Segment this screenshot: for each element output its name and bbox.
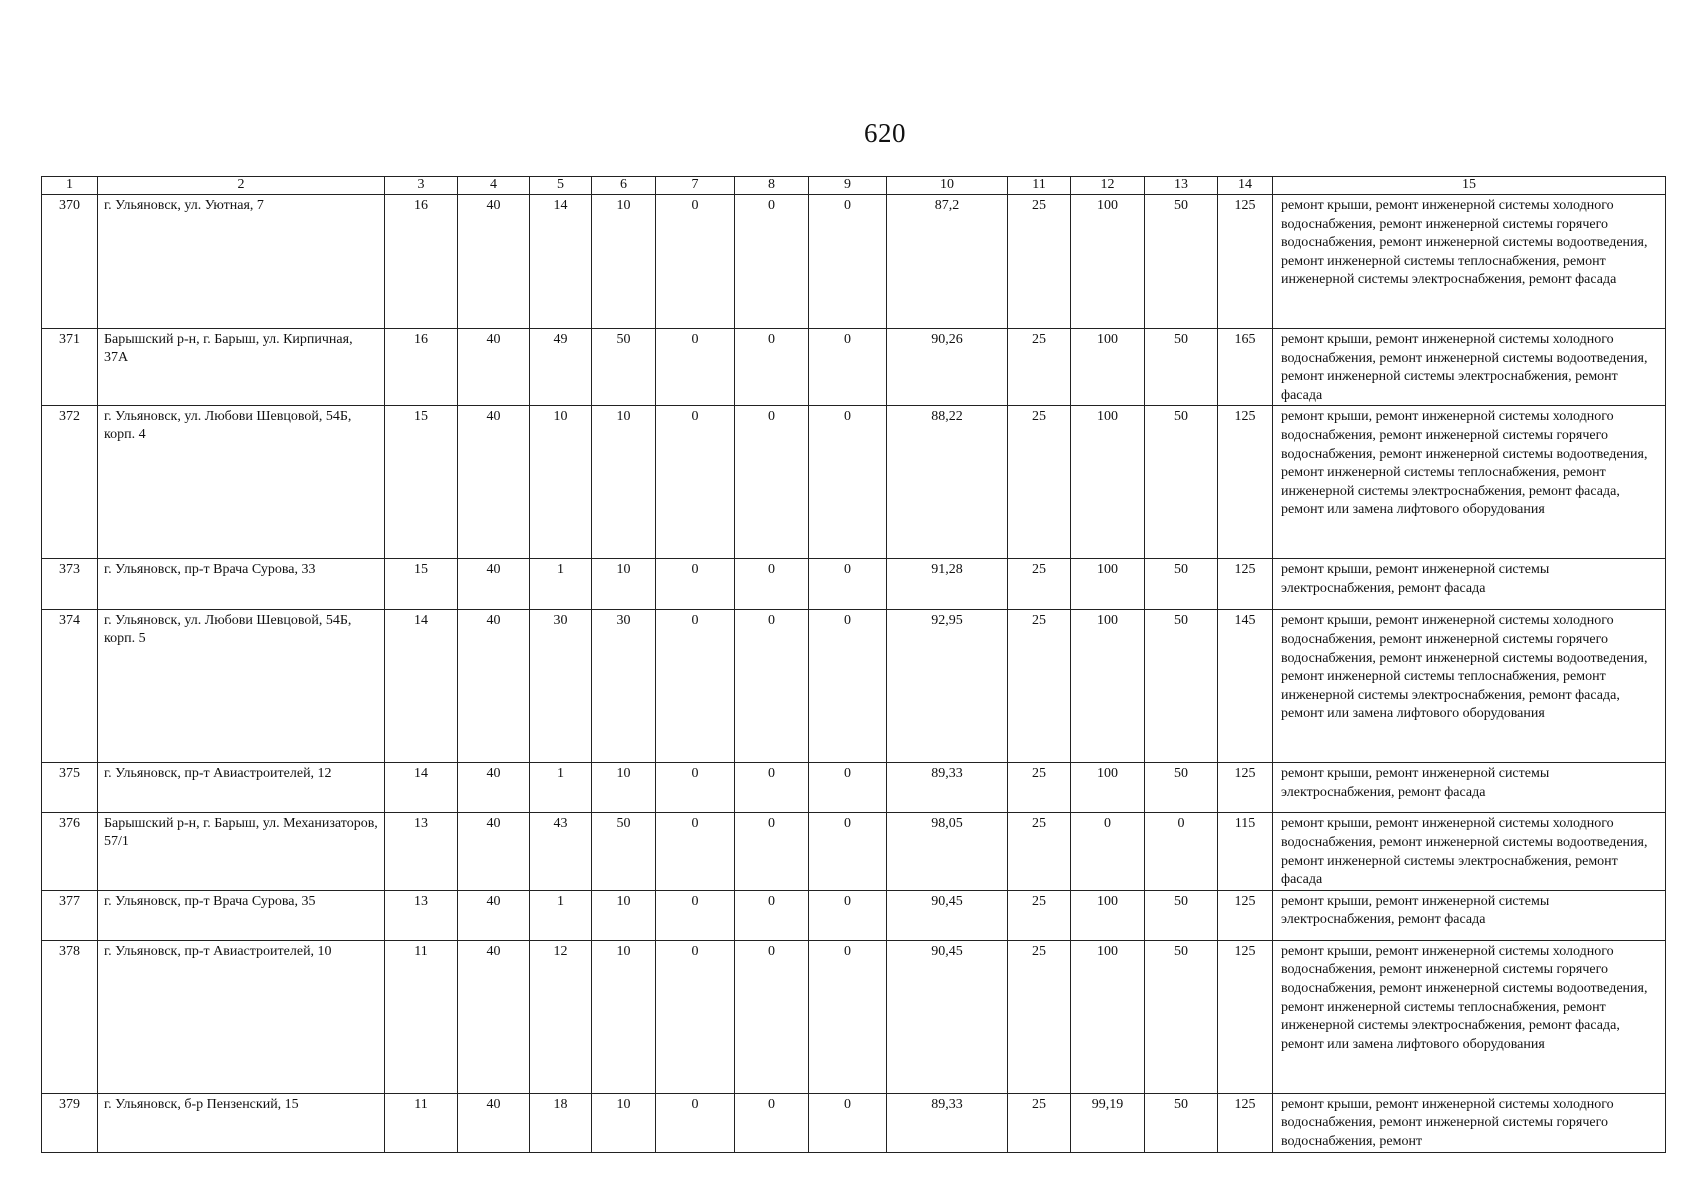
value-col-8: 0 bbox=[735, 890, 809, 940]
table-row bbox=[42, 329, 1666, 406]
value-col-3: 13 bbox=[385, 890, 458, 940]
column-header: 10 bbox=[887, 177, 1008, 195]
repair-program-table bbox=[41, 176, 1666, 1153]
value-col-12: 99,19 bbox=[1071, 1093, 1145, 1152]
repair-works-cell: ремонт крыши, ремонт инженерной системы холодного водоснабжения, ремонт инженерной системы горячего водоснабжения, ремонт инженерной системы водоотведения, ремонт инженерной системы теплоснабжения, ремонт инженерной системы электроснабжения, ремонт фасада, ремонт или замена лифтового оборудования bbox=[1273, 940, 1666, 1093]
row-number: 377 bbox=[42, 890, 98, 940]
value-col-6: 50 bbox=[592, 813, 656, 890]
column-header: 4 bbox=[458, 177, 530, 195]
address-cell: г. Ульяновск, пр-т Врача Сурова, 35 bbox=[98, 890, 385, 940]
value-col-5: 10 bbox=[530, 406, 592, 559]
repair-works-cell: ремонт крыши, ремонт инженерной системы холодного водоснабжения, ремонт инженерной системы горячего водоснабжения, ремонт инженерной системы водоотведения, ремонт инженерной системы теплоснабжения, ремонт инженерной системы электроснабжения, ремонт фасада, ремонт или замена лифтового оборудования bbox=[1273, 610, 1666, 763]
value-col-14: 125 bbox=[1218, 1093, 1273, 1152]
value-col-13: 50 bbox=[1145, 195, 1218, 329]
value-col-11: 25 bbox=[1008, 329, 1071, 406]
value-col-3: 15 bbox=[385, 406, 458, 559]
value-col-4: 40 bbox=[458, 1093, 530, 1152]
repair-works-cell: ремонт крыши, ремонт инженерной системы холодного водоснабжения, ремонт инженерной системы горячего водоснабжения, ремонт инженерной системы водоотведения, ремонт инженерной системы теплоснабжения, ремонт инженерной системы электроснабжения, ремонт фасада bbox=[1273, 195, 1666, 329]
value-col-3: 15 bbox=[385, 559, 458, 610]
value-col-5: 1 bbox=[530, 559, 592, 610]
repair-works-cell: ремонт крыши, ремонт инженерной системы холодного водоснабжения, ремонт инженерной системы водоотведения, ремонт инженерной системы электроснабжения, ремонт фасада bbox=[1273, 813, 1666, 890]
value-col-13: 50 bbox=[1145, 610, 1218, 763]
value-col-4: 40 bbox=[458, 195, 530, 329]
row-number: 379 bbox=[42, 1093, 98, 1152]
value-col-5: 1 bbox=[530, 763, 592, 813]
address-cell: г. Ульяновск, ул. Любови Шевцовой, 54Б, корп. 4 bbox=[98, 406, 385, 559]
table-row bbox=[42, 195, 1666, 329]
value-col-10: 90,45 bbox=[887, 890, 1008, 940]
value-col-8: 0 bbox=[735, 329, 809, 406]
value-col-14: 125 bbox=[1218, 890, 1273, 940]
value-col-9: 0 bbox=[809, 763, 887, 813]
value-col-3: 16 bbox=[385, 195, 458, 329]
value-col-5: 30 bbox=[530, 610, 592, 763]
table-row bbox=[42, 610, 1666, 763]
table-row bbox=[42, 559, 1666, 610]
value-col-4: 40 bbox=[458, 559, 530, 610]
value-col-14: 125 bbox=[1218, 763, 1273, 813]
value-col-12: 100 bbox=[1071, 406, 1145, 559]
address-cell: г. Ульяновск, пр-т Авиастроителей, 10 bbox=[98, 940, 385, 1093]
value-col-10: 90,45 bbox=[887, 940, 1008, 1093]
value-col-9: 0 bbox=[809, 559, 887, 610]
value-col-3: 13 bbox=[385, 813, 458, 890]
value-col-6: 10 bbox=[592, 940, 656, 1093]
column-header: 5 bbox=[530, 177, 592, 195]
value-col-12: 100 bbox=[1071, 195, 1145, 329]
value-col-14: 125 bbox=[1218, 940, 1273, 1093]
value-col-9: 0 bbox=[809, 890, 887, 940]
column-header: 1 bbox=[42, 177, 98, 195]
value-col-4: 40 bbox=[458, 329, 530, 406]
value-col-13: 50 bbox=[1145, 406, 1218, 559]
value-col-11: 25 bbox=[1008, 813, 1071, 890]
table-row bbox=[42, 1093, 1666, 1152]
address-cell: г. Ульяновск, пр-т Врача Сурова, 33 bbox=[98, 559, 385, 610]
table-body bbox=[42, 177, 1666, 1153]
value-col-13: 50 bbox=[1145, 329, 1218, 406]
value-col-4: 40 bbox=[458, 890, 530, 940]
value-col-10: 88,22 bbox=[887, 406, 1008, 559]
value-col-13: 50 bbox=[1145, 940, 1218, 1093]
value-col-6: 10 bbox=[592, 890, 656, 940]
column-header: 6 bbox=[592, 177, 656, 195]
value-col-14: 115 bbox=[1218, 813, 1273, 890]
value-col-11: 25 bbox=[1008, 890, 1071, 940]
column-header: 8 bbox=[735, 177, 809, 195]
value-col-4: 40 bbox=[458, 610, 530, 763]
row-number: 374 bbox=[42, 610, 98, 763]
value-col-6: 10 bbox=[592, 406, 656, 559]
value-col-11: 25 bbox=[1008, 940, 1071, 1093]
value-col-14: 145 bbox=[1218, 610, 1273, 763]
value-col-13: 50 bbox=[1145, 559, 1218, 610]
table-row bbox=[42, 763, 1666, 813]
value-col-7: 0 bbox=[656, 195, 735, 329]
column-header: 7 bbox=[656, 177, 735, 195]
repair-works-cell: ремонт крыши, ремонт инженерной системы электроснабжения, ремонт фасада bbox=[1273, 890, 1666, 940]
value-col-7: 0 bbox=[656, 890, 735, 940]
value-col-7: 0 bbox=[656, 610, 735, 763]
column-header: 3 bbox=[385, 177, 458, 195]
value-col-9: 0 bbox=[809, 195, 887, 329]
value-col-14: 125 bbox=[1218, 559, 1273, 610]
value-col-8: 0 bbox=[735, 813, 809, 890]
value-col-5: 43 bbox=[530, 813, 592, 890]
value-col-12: 100 bbox=[1071, 763, 1145, 813]
repair-works-cell: ремонт крыши, ремонт инженерной системы электроснабжения, ремонт фасада bbox=[1273, 559, 1666, 610]
repair-works-cell: ремонт крыши, ремонт инженерной системы холодного водоснабжения, ремонт инженерной системы горячего водоснабжения, ремонт bbox=[1273, 1093, 1666, 1152]
column-header: 14 bbox=[1218, 177, 1273, 195]
table-row bbox=[42, 890, 1666, 940]
value-col-3: 14 bbox=[385, 763, 458, 813]
row-number: 376 bbox=[42, 813, 98, 890]
column-header: 15 bbox=[1273, 177, 1666, 195]
column-header: 13 bbox=[1145, 177, 1218, 195]
value-col-7: 0 bbox=[656, 329, 735, 406]
value-col-11: 25 bbox=[1008, 763, 1071, 813]
value-col-3: 11 bbox=[385, 940, 458, 1093]
value-col-9: 0 bbox=[809, 940, 887, 1093]
value-col-7: 0 bbox=[656, 1093, 735, 1152]
address-cell: г. Ульяновск, б-р Пензенский, 15 bbox=[98, 1093, 385, 1152]
value-col-8: 0 bbox=[735, 195, 809, 329]
value-col-14: 125 bbox=[1218, 406, 1273, 559]
value-col-4: 40 bbox=[458, 813, 530, 890]
value-col-10: 92,95 bbox=[887, 610, 1008, 763]
value-col-6: 10 bbox=[592, 1093, 656, 1152]
value-col-5: 18 bbox=[530, 1093, 592, 1152]
value-col-12: 100 bbox=[1071, 329, 1145, 406]
value-col-12: 100 bbox=[1071, 610, 1145, 763]
value-col-7: 0 bbox=[656, 559, 735, 610]
value-col-8: 0 bbox=[735, 1093, 809, 1152]
value-col-14: 125 bbox=[1218, 195, 1273, 329]
column-header: 11 bbox=[1008, 177, 1071, 195]
value-col-3: 11 bbox=[385, 1093, 458, 1152]
value-col-9: 0 bbox=[809, 813, 887, 890]
value-col-4: 40 bbox=[458, 940, 530, 1093]
value-col-10: 90,26 bbox=[887, 329, 1008, 406]
value-col-10: 91,28 bbox=[887, 559, 1008, 610]
table-row bbox=[42, 940, 1666, 1093]
value-col-5: 12 bbox=[530, 940, 592, 1093]
value-col-6: 50 bbox=[592, 329, 656, 406]
value-col-5: 14 bbox=[530, 195, 592, 329]
value-col-8: 0 bbox=[735, 610, 809, 763]
row-number: 373 bbox=[42, 559, 98, 610]
value-col-4: 40 bbox=[458, 763, 530, 813]
address-cell: г. Ульяновск, ул. Уютная, 7 bbox=[98, 195, 385, 329]
value-col-6: 10 bbox=[592, 559, 656, 610]
value-col-3: 14 bbox=[385, 610, 458, 763]
address-cell: г. Ульяновск, ул. Любови Шевцовой, 54Б, корп. 5 bbox=[98, 610, 385, 763]
table-row bbox=[42, 813, 1666, 890]
repair-works-cell: ремонт крыши, ремонт инженерной системы холодного водоснабжения, ремонт инженерной системы водоотведения, ремонт инженерной системы электроснабжения, ремонт фасада bbox=[1273, 329, 1666, 406]
address-cell: Барышский р-н, г. Барыш, ул. Механизаторов, 57/1 bbox=[98, 813, 385, 890]
column-header: 12 bbox=[1071, 177, 1145, 195]
page-number: 620 bbox=[864, 118, 906, 148]
value-col-9: 0 bbox=[809, 329, 887, 406]
value-col-7: 0 bbox=[656, 940, 735, 1093]
value-col-8: 0 bbox=[735, 763, 809, 813]
value-col-11: 25 bbox=[1008, 406, 1071, 559]
value-col-5: 1 bbox=[530, 890, 592, 940]
value-col-11: 25 bbox=[1008, 1093, 1071, 1152]
value-col-13: 50 bbox=[1145, 1093, 1218, 1152]
table-row bbox=[42, 406, 1666, 559]
value-col-10: 89,33 bbox=[887, 1093, 1008, 1152]
value-col-6: 10 bbox=[592, 195, 656, 329]
row-number: 378 bbox=[42, 940, 98, 1093]
value-col-13: 50 bbox=[1145, 890, 1218, 940]
value-col-11: 25 bbox=[1008, 559, 1071, 610]
value-col-11: 25 bbox=[1008, 610, 1071, 763]
row-number: 372 bbox=[42, 406, 98, 559]
address-cell: г. Ульяновск, пр-т Авиастроителей, 12 bbox=[98, 763, 385, 813]
value-col-6: 10 bbox=[592, 763, 656, 813]
value-col-9: 0 bbox=[809, 610, 887, 763]
value-col-14: 165 bbox=[1218, 329, 1273, 406]
value-col-11: 25 bbox=[1008, 195, 1071, 329]
value-col-6: 30 bbox=[592, 610, 656, 763]
value-col-8: 0 bbox=[735, 559, 809, 610]
value-col-12: 100 bbox=[1071, 940, 1145, 1093]
column-header: 9 bbox=[809, 177, 887, 195]
value-col-10: 87,2 bbox=[887, 195, 1008, 329]
value-col-8: 0 bbox=[735, 406, 809, 559]
value-col-10: 89,33 bbox=[887, 763, 1008, 813]
repair-works-cell: ремонт крыши, ремонт инженерной системы электроснабжения, ремонт фасада bbox=[1273, 763, 1666, 813]
value-col-7: 0 bbox=[656, 406, 735, 559]
value-col-12: 100 bbox=[1071, 890, 1145, 940]
repair-works-cell: ремонт крыши, ремонт инженерной системы холодного водоснабжения, ремонт инженерной системы горячего водоснабжения, ремонт инженерной системы водоотведения, ремонт инженерной системы теплоснабжения, ремонт инженерной системы электроснабжения, ремонт фасада, ремонт или замена лифтового оборудования bbox=[1273, 406, 1666, 559]
value-col-9: 0 bbox=[809, 1093, 887, 1152]
row-number: 375 bbox=[42, 763, 98, 813]
value-col-13: 50 bbox=[1145, 763, 1218, 813]
value-col-4: 40 bbox=[458, 406, 530, 559]
value-col-7: 0 bbox=[656, 813, 735, 890]
value-col-5: 49 bbox=[530, 329, 592, 406]
column-header: 2 bbox=[98, 177, 385, 195]
column-number-header-row bbox=[42, 177, 1666, 195]
value-col-9: 0 bbox=[809, 406, 887, 559]
row-number: 371 bbox=[42, 329, 98, 406]
value-col-13: 0 bbox=[1145, 813, 1218, 890]
value-col-12: 100 bbox=[1071, 559, 1145, 610]
value-col-10: 98,05 bbox=[887, 813, 1008, 890]
value-col-8: 0 bbox=[735, 940, 809, 1093]
row-number: 370 bbox=[42, 195, 98, 329]
value-col-7: 0 bbox=[656, 763, 735, 813]
address-cell: Барышский р-н, г. Барыш, ул. Кирпичная, 37А bbox=[98, 329, 385, 406]
value-col-12: 0 bbox=[1071, 813, 1145, 890]
value-col-3: 16 bbox=[385, 329, 458, 406]
